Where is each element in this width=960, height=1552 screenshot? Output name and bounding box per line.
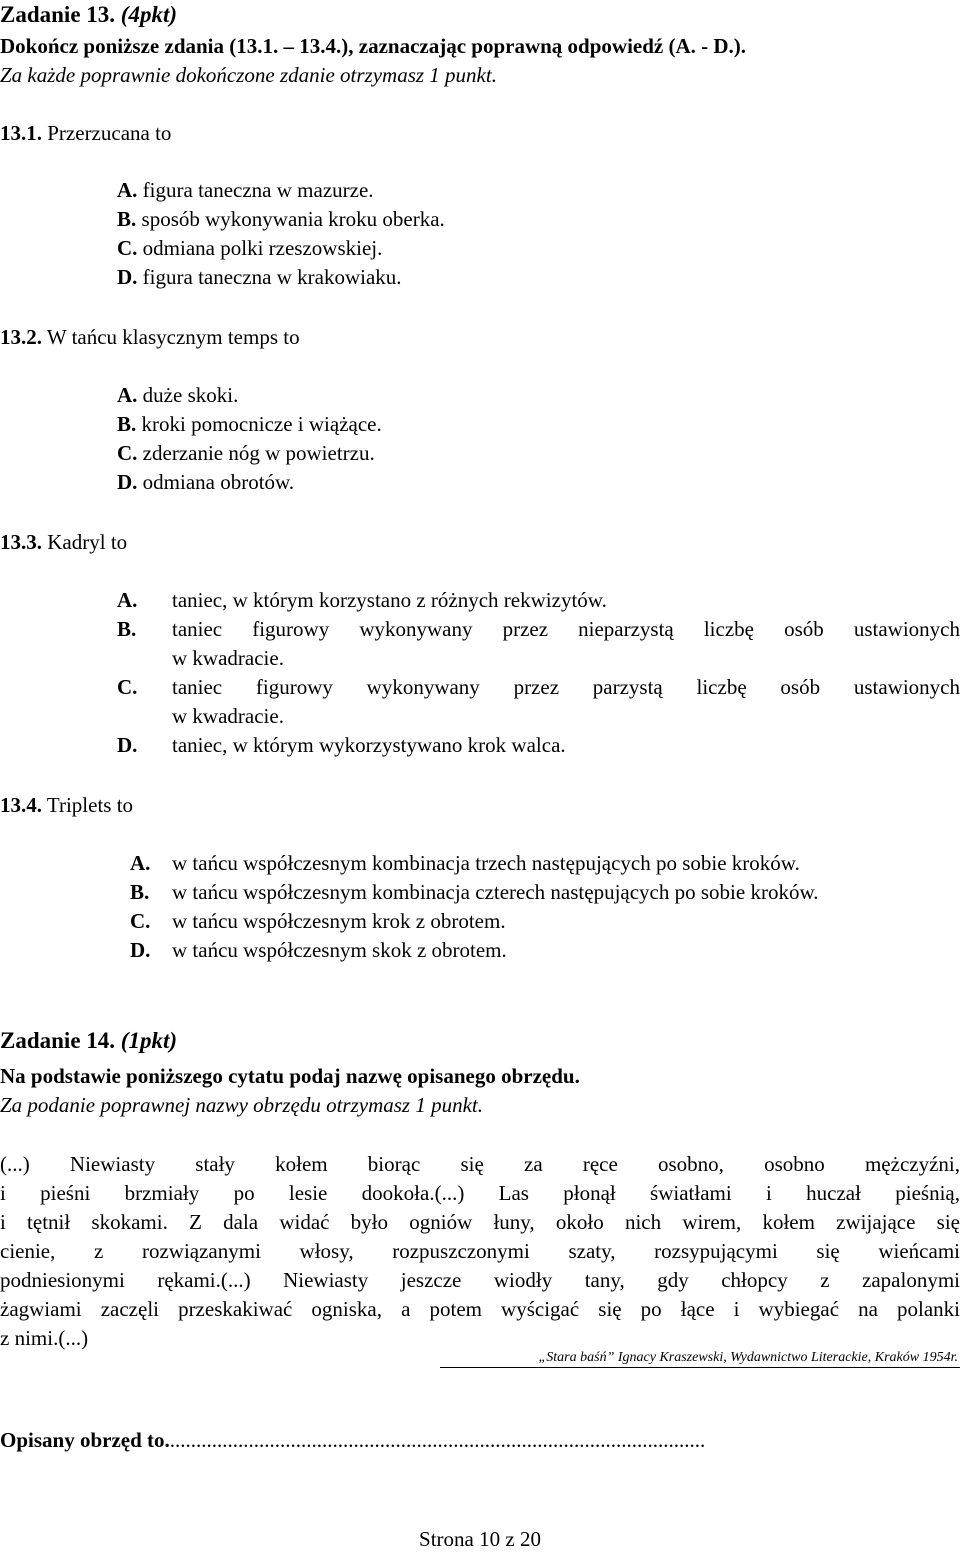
option-13-3-b-line1: taniec figurowy wykonywany przez nieparzystą liczbę osób ustawionych: [172, 617, 960, 641]
question-number: 13.2.: [0, 325, 42, 349]
task13-title: Zadanie 13.: [0, 2, 116, 27]
question-13-1: [0, 121, 171, 146]
question-13-3: [0, 530, 127, 555]
task13-points: (4pkt): [120, 2, 177, 27]
question-number: 13.3.: [0, 530, 42, 554]
option-text: w tańcu współczesnym kombinacja czterech następujących po sobie kroków.: [172, 880, 819, 904]
option-letter: A.: [117, 383, 138, 407]
quote-line: podniesionymi rękami.(...) Niewiasty jeszcze wiodły tany, gdy chłopcy z zapalonymi: [0, 1268, 960, 1292]
quote-line: cienie, z rozwiązanymi włosy, rozpuszczonymi szaty, rozsypującymi się wieńcami: [0, 1239, 960, 1263]
option-letter: A.: [130, 851, 151, 875]
option-13-3-a[interactable]: [117, 588, 607, 613]
option-letter: B.: [130, 880, 150, 904]
task14-title: Zadanie 14.: [0, 1028, 116, 1053]
option-13-4-d[interactable]: [130, 938, 507, 963]
option-13-3-b-line2: w kwadracie.: [172, 646, 284, 670]
option-13-3-c-line2: w kwadracie.: [172, 704, 284, 728]
option-13-1-a[interactable]: [117, 178, 374, 203]
task14-instruction: Na podstawie poniższego cytatu podaj nazwę opisanego obrzędu.: [0, 1064, 580, 1088]
option-13-4-c[interactable]: [130, 909, 506, 934]
option-letter: A.: [117, 178, 138, 202]
option-text: zderzanie nóg w powietrzu.: [142, 441, 375, 465]
task14-note: Za podanie poprawnej nazwy obrzędu otrzymasz 1 punkt.: [0, 1093, 483, 1117]
question-number: 13.1.: [0, 121, 42, 145]
source-underline: [440, 1367, 960, 1368]
option-13-1-d[interactable]: [117, 265, 402, 290]
option-letter: C.: [117, 236, 138, 260]
option-letter: D.: [117, 733, 138, 757]
option-13-3-d[interactable]: [117, 733, 566, 758]
answer-field[interactable]: ......................................................................................................: [169, 1428, 706, 1452]
option-text: figura taneczna w mazurze.: [142, 178, 374, 202]
option-13-4-a[interactable]: [130, 851, 800, 876]
option-text: w tańcu współczesnym kombinacja trzech następujących po sobie kroków.: [172, 851, 800, 875]
answer-line: [0, 1428, 705, 1453]
option-13-2-a[interactable]: [117, 383, 238, 408]
option-text: sposób wykonywania kroku oberka.: [141, 207, 445, 231]
option-letter: C.: [117, 441, 138, 465]
question-13-4: [0, 793, 133, 818]
option-letter: A.: [117, 588, 138, 612]
task13-instruction: Dokończ poniższe zdania (13.1. – 13.4.), zaznaczając poprawną odpowiedź (A. - D.).: [0, 34, 747, 58]
option-text: taniec, w którym wykorzystywano krok walca.: [172, 733, 566, 757]
option-13-1-c[interactable]: [117, 236, 382, 261]
quote-line: (...) Niewiasty stały kołem biorąc się za ręce osobno, osobno mężczyźni,: [0, 1152, 960, 1176]
task14-points: (1pkt): [120, 1028, 177, 1053]
option-text: odmiana polki rzeszowskiej.: [142, 236, 383, 260]
question-text: W tańcu klasycznym temps to: [46, 325, 300, 349]
option-letter: B.: [117, 412, 137, 436]
option-13-2-c[interactable]: [117, 441, 375, 466]
option-text: w tańcu współczesnym krok z obrotem.: [172, 909, 506, 933]
question-number: 13.4.: [0, 793, 42, 817]
quote-line: i tętnił skokami. Z dala widać było ogniów łuny, około nich wirem, kołem zwijające się: [0, 1210, 960, 1234]
option-13-4-b[interactable]: [130, 880, 819, 905]
answer-label: Opisany obrzęd to.: [0, 1428, 170, 1452]
option-13-3-c[interactable]: [117, 675, 172, 700]
question-text: Przerzucana to: [47, 121, 172, 145]
option-text: odmiana obrotów.: [142, 470, 295, 494]
question-13-2: [0, 325, 300, 350]
quote-block: [0, 1150, 960, 1353]
option-13-3-b[interactable]: [117, 617, 172, 642]
option-text: kroki pomocnicze i wiążące.: [141, 412, 382, 436]
quote-source: „Stara baśń” Ignacy Kraszewski, Wydawnictwo Literackie, Kraków 1954r.: [538, 1350, 958, 1365]
task13-heading: [0, 2, 177, 28]
option-letter: D.: [117, 470, 138, 494]
option-text: taniec, w którym korzystano z różnych rekwizytów.: [172, 588, 607, 612]
option-text: w tańcu współczesnym skok z obrotem.: [172, 938, 507, 962]
option-text: duże skoki.: [142, 383, 239, 407]
quote-line: z nimi.(...): [0, 1326, 89, 1350]
quote-line: i pieśni brzmiały po lesie dookoła.(...) Las płonął światłami i huczał pieśnią,: [0, 1181, 960, 1205]
option-letter: B.: [117, 617, 137, 641]
option-13-3-c-line1: taniec figurowy wykonywany przez parzystą liczbę osób ustawionych: [172, 675, 960, 699]
option-letter: D.: [130, 938, 151, 962]
task13-note: Za każde poprawnie dokończone zdanie otrzymasz 1 punkt.: [0, 63, 497, 87]
option-13-1-b[interactable]: [117, 207, 445, 232]
page-footer: Strona 10 z 20: [419, 1527, 541, 1551]
option-13-2-d[interactable]: [117, 470, 294, 495]
option-13-2-b[interactable]: [117, 412, 382, 437]
quote-line: żagwiami zaczęli przeskakiwać ogniska, a potem wyścigać się po łące i wybiegać na polanki: [0, 1297, 960, 1321]
question-text: Triplets to: [46, 793, 134, 817]
option-letter: B.: [117, 207, 137, 231]
option-text: figura taneczna w krakowiaku.: [142, 265, 402, 289]
option-letter: D.: [117, 265, 138, 289]
task14-heading: [0, 1028, 177, 1054]
option-letter: C.: [130, 909, 151, 933]
question-text: Kadryl to: [47, 530, 128, 554]
option-letter: C.: [117, 675, 138, 699]
